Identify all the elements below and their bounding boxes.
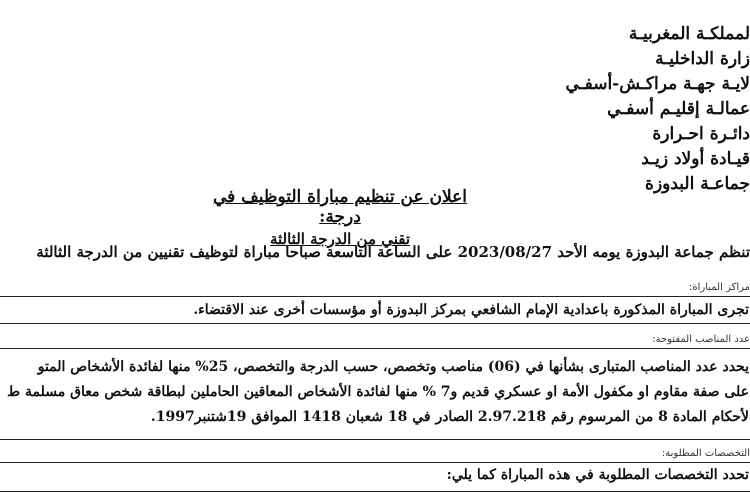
section-label-specialties: التخصصات المطلوبة: [661, 448, 750, 459]
section-label-centers: مراكز المباراة: [689, 282, 750, 293]
section-box-specialties [0, 462, 750, 492]
section-box-centers [0, 296, 750, 324]
section-line: تحدد التخصصات المطلوبة في هذه المباراة كما يلي: [446, 467, 749, 483]
section-label-positions: عدد المناصب المفتوحة: [652, 334, 750, 345]
title-sub: تقني من الدرجة الثالثة [269, 230, 411, 248]
letterhead-line: عمالـة إقليـم أسفـي [607, 99, 750, 119]
letterhead-line: زارة الداخليـة [655, 49, 750, 69]
section-line: تجرى المباراة المذكورة باعدادية الإمام الشافعي بمركز البدوزة أو مؤسسات أخرى عند الاقتضاء. [193, 302, 749, 318]
title-main: اعلان عن تنظيم مباراة التوظيف في درجة: [212, 187, 468, 227]
announcement-title [190, 187, 490, 249]
letterhead-line: جماعـة البدوزة [645, 174, 750, 194]
section-line: على صفة مقاوم او مكفول الأمة او عسكري قديم و7 % منها لفائدة الأشخاص المعاقين الحاملين لبطاقة شخص معاق مسلمة ط [7, 384, 749, 400]
section-box-positions [0, 348, 750, 440]
letterhead-line: قيـادة أولاد زيـد [641, 149, 750, 169]
letterhead-line: دائـرة احـرارة [652, 124, 750, 144]
letterhead-line: لمملكـة المغربيـة [628, 24, 750, 44]
intro-paragraph: تنظم جماعة البدوزة يومه الأحد 2023/08/27 على الساعة التاسعة صباحا مباراة لتوظيف تقنيين من الدرجة الثالثة [36, 243, 750, 261]
section-line: يحدد عدد المناصب المتبارى بشأنها في (06) مناصب وتخصص، حسب الدرجة والتخصص، 25% منها لفائدة الأشخاص المتو [37, 359, 749, 375]
section-line: لأحكام المادة 8 من المرسوم رقم 2.97.218 الصادر في 18 شعبان 1418 الموافق 19شتنبر1997. [150, 409, 749, 425]
letterhead-line: لايـة جهـة مراكـش-أسفـي [565, 74, 750, 94]
letterhead [550, 22, 750, 197]
